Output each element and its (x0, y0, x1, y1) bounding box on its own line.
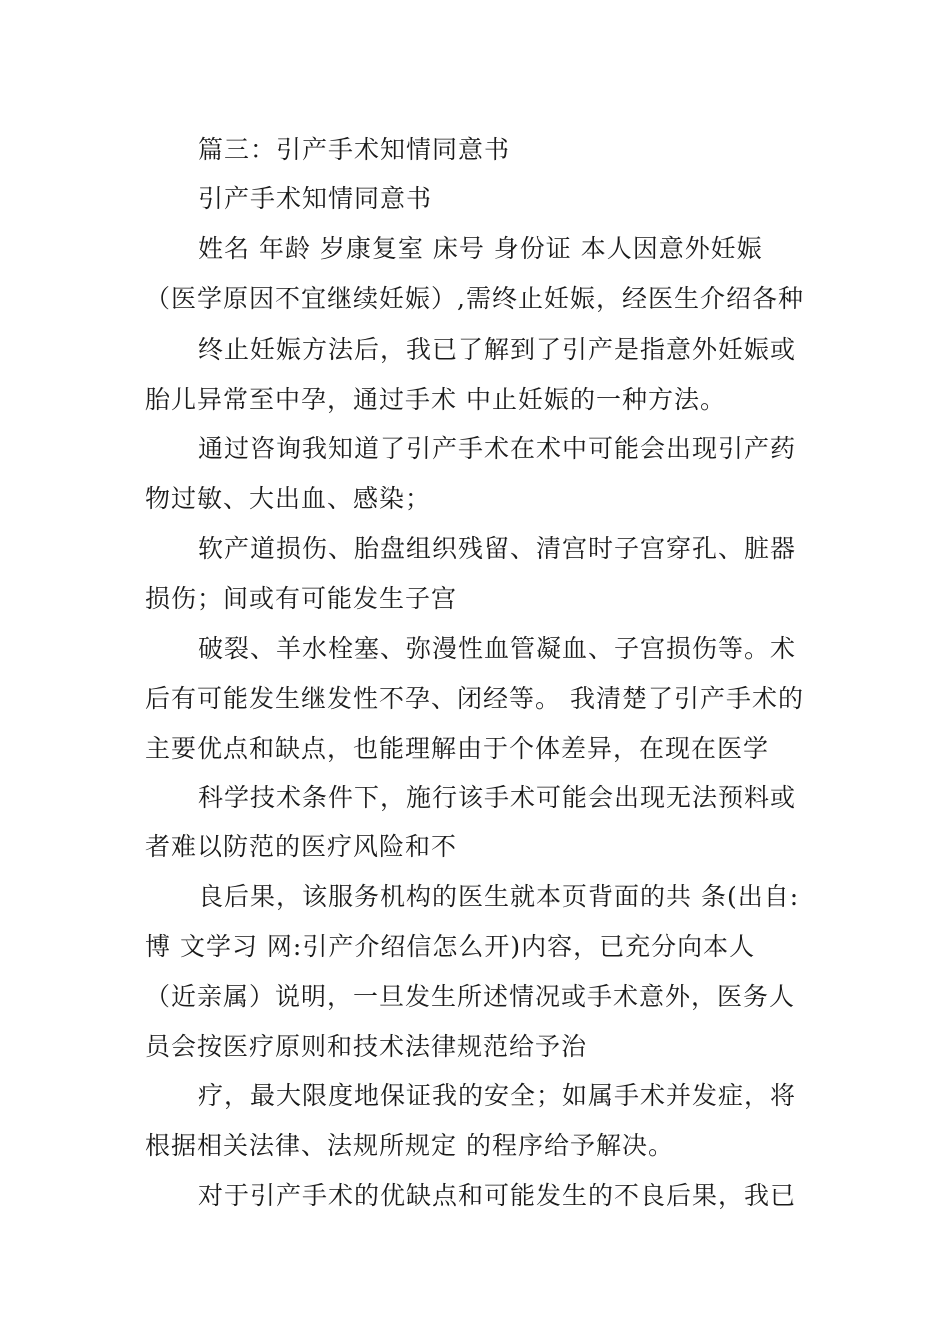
document-title: 引产手术知情同意书 (198, 184, 433, 213)
text-line: 科学技术条件下，施行该手术可能会出现无法预料或 (198, 783, 797, 812)
text-line: 疗，最大限度地保证我的安全；如属手术并发症，将 (198, 1081, 797, 1110)
text-line: 终止妊娠方法后，我已了解到了引产是指意外妊娠或 (198, 335, 797, 364)
text-line: 员会按医疗原则和技术法律规范给予治 (145, 1032, 588, 1061)
text-line: 胎儿异常至中孕，通过手术 中止妊娠的一种方法。 (145, 385, 726, 414)
text-line: （近亲属）说明，一旦发生所述情况或手术意外，医务人 (145, 982, 796, 1011)
section-heading: 篇三：引产手术知情同意书 (198, 135, 511, 164)
text-line: 良后果，该服务机构的医生就本页背面的共 条(出自: (198, 882, 800, 911)
text-line: 博 文学习 网:引产介绍信怎么开)内容，已充分向本人 (145, 932, 756, 961)
text-line: 者难以防范的医疗风险和不 (145, 832, 458, 861)
text-line: 主要优点和缺点，也能理解由于个体差异，在现在医学 (145, 734, 770, 763)
text-line: 后有可能发生继发性不孕、闭经等。 我清楚了引产手术的 (145, 684, 804, 713)
text-line: 对于引产手术的优缺点和可能发生的不良后果，我已 (198, 1181, 797, 1210)
text-line: 破裂、羊水栓塞、弥漫性血管凝血、子宫损伤等。术 (198, 634, 797, 663)
text-line: 根据相关法律、法规所规定 的程序给予解决。 (145, 1131, 674, 1160)
text-line: 软产道损伤、胎盘组织残留、清宫时子宫穿孔、脏器 (198, 534, 797, 563)
text-line: 通过咨询我知道了引产手术在术中可能会出现引产药 (198, 434, 797, 463)
text-line: （医学原因不宜继续妊娠）,需终止妊娠，经医生介绍各种 (145, 284, 804, 313)
text-line: 物过敏、大出血、感染； (145, 484, 432, 513)
text-line: 损伤；间或有可能发生子宫 (145, 584, 458, 613)
text-line: 姓名 年龄 岁康复室 床号 身份证 本人因意外妊娠 (198, 234, 763, 263)
